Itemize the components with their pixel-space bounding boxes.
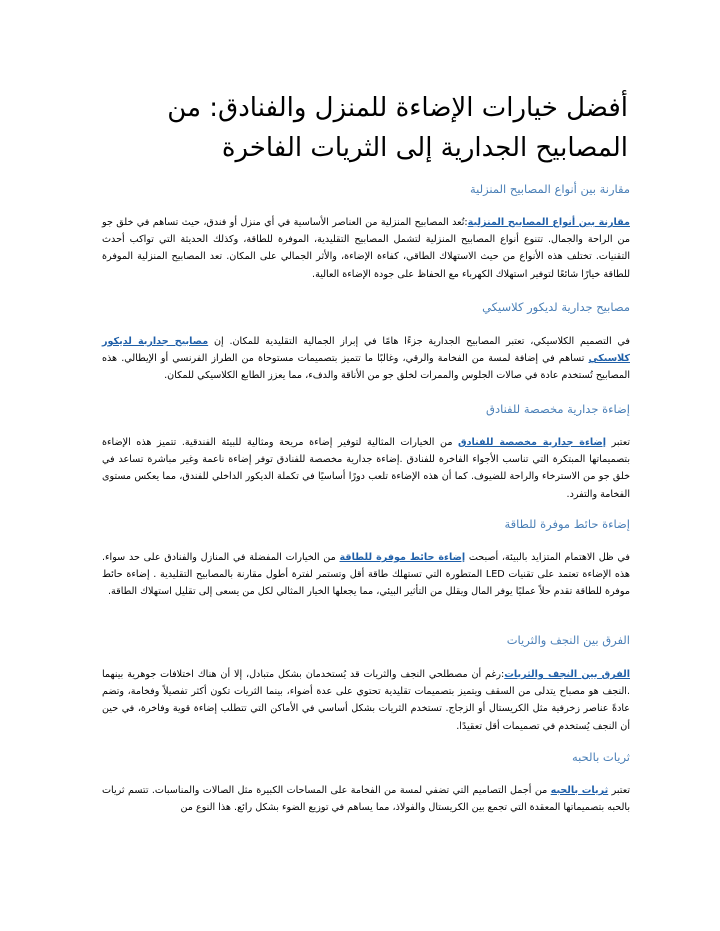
paragraph-text: تساهم في إضافة لمسة من الفخامة والرقي، وغالبًا ما تتميز بتصميمات مستوحاة من الطراز الفرنسي أو الإيطالي. هذه المصابيح تُستخدم عادة في صالات الجلوس والممرات لخلق جو من الأناقة والدفء، مما يعزز الطابع الكلاسيكي للمكان.: [102, 353, 630, 382]
paragraph-text: تعتبر: [606, 437, 630, 448]
section-paragraph-energy-saving-wall-lighting: [102, 549, 630, 601]
link-chandeliers-difference[interactable]: الفرق بين النجف والثريات: [504, 669, 630, 680]
paragraph-text: :تُعد المصابيح المنزلية من العناصر الأساسية في أي منزل أو فندق، حيث تساهم في خلق جو من الراحة والجمال. تتنوع أنواع المصابيح المنزلية لتشمل المصابيح التقليدية، الموفرة للطاقة، وكذلك الحديثة التي تواكب أحدث التقنيات. تختلف هذه الأنواع من حيث الاستهلاك الطاقي، كفاءة الإضاءة، والأثر الجمالي على المكان. تعد المصابيح المنزلية الموفرة للطاقة خيارًا شائعًا لتوفير استهلاك الكهرباء مع الحفاظ على جودة الإضاءة العالية.: [102, 217, 630, 280]
paragraph-text: تعتبر: [608, 785, 630, 796]
section-paragraph-household-lamps: [102, 214, 630, 283]
section-paragraph-hotel-wall-lighting: [102, 434, 630, 503]
link-classic-wall-lamps[interactable]: مصابيح جدارية لديكور كلاسيكي: [102, 336, 630, 365]
page-title: أفضل خيارات الإضاءة للمنزل والفنادق: من المصابيح الجدارية إلى الثريات الفاخرة: [167, 93, 628, 163]
section-heading-classic-wall-lamps: مصابيح جدارية لديكور كلاسيكي: [482, 300, 630, 314]
link-hotel-wall-lighting[interactable]: إضاءة جدارية مخصصة للفنادق: [458, 437, 607, 448]
section-heading-energy-saving-wall-lighting: إضاءة حائط موفرة للطاقة: [504, 517, 630, 531]
link-household-lamps[interactable]: مقارنة بين أنواع المصابيح المنزلية: [467, 217, 630, 228]
section-paragraph-bead-chandeliers: [102, 782, 630, 816]
link-bead-chandeliers[interactable]: ثريات بالحبه: [550, 785, 609, 796]
paragraph-text: من الخيارات المفضلة في المنازل والفنادق على حد سواء. هذه الإضاءة تعتمد على تقنيات LED المتطورة التي تستهلك طاقة أقل وتستمر لفترة أطول مقارنة بالمصابيح التقليدية . إضاءة حائط موفرة للطاقة تقدم حلاً عمليًا يوفر المال ويقلل من التأثير البيئي، مما يجعلها الخيار المثالي لكل من يسعى إلى تقليل استهلاك الطاقة.: [102, 552, 630, 598]
paragraph-text: من أجمل التصاميم التي تضفي لمسة من الفخامة على المساحات الكبيرة مثل الصالات والمناسبات. تتسم ثريات بالحبه بتصميماتها المعقدة التي تجمع بين الكريستال والفولاذ، مما يساهم في توزيع الضوء بشكل رائع. هذا النوع من: [102, 785, 630, 814]
paragraph-text: في ظل الاهتمام المتزايد بالبيئة، أصبحت: [465, 552, 631, 563]
link-energy-saving-wall-lighting[interactable]: إضاءة حائط موفرة للطاقة: [339, 552, 466, 563]
section-heading-chandeliers-difference: الفرق بين النجف والثريات: [506, 633, 630, 647]
section-heading-hotel-wall-lighting: إضاءة جدارية مخصصة للفنادق: [486, 402, 630, 416]
paragraph-text: :رغم أن مصطلحي النجف والثريات قد يُستخدمان بشكل متبادل، إلا أن هناك اختلافات جوهرية بينهما .النجف هو مصباح يتدلى من السقف ويتميز بتصميمات تقليدية تحتوي على عدة أضواء، بينما الثريات تكون أكثر تفصيلاً وفخامة، وتضم عادةً عناصر زخرفية مثل الكريستال أو الزجاج. تستخدم الثريات بشكل أساسي في الأماكن التي تتطلب إضاءة قوية وفاخرة، في حين أن النجف يُستخدم في تصميمات أقل تعقيدًا.: [102, 669, 630, 732]
paragraph-text: في التصميم الكلاسيكي، تعتبر المصابيح الجدارية جزءًا هامًا في إبراز الجمالية التقليدية للمكان. إن: [208, 336, 630, 347]
section-paragraph-chandeliers-difference: [102, 666, 630, 735]
section-heading-bead-chandeliers: ثريات بالحبه: [572, 750, 630, 764]
paragraph-text: من الخيارات المثالية لتوفير إضاءة مريحة ومثالية للبيئة الفندقية. تتميز هذه الإضاءة بتصميماتها المبتكرة التي تناسب الأجواء الفاخرة للفنادق .إضاءة جدارية مخصصة للفنادق توفر إضاءة ناعمة وغير مباشرة تساعد في خلق جو من الاسترخاء والراحة للضيوف. كما أن هذه الإضاءة تلعب دورًا أساسيًا في تكملة الديكور الداخلي للفندق، مما يعكس مستوى الفخامة والتفرد.: [102, 437, 630, 500]
section-heading-household-lamps: مقارنة بين أنواع المصابيح المنزلية: [469, 182, 630, 196]
section-paragraph-classic-wall-lamps: [102, 333, 630, 385]
